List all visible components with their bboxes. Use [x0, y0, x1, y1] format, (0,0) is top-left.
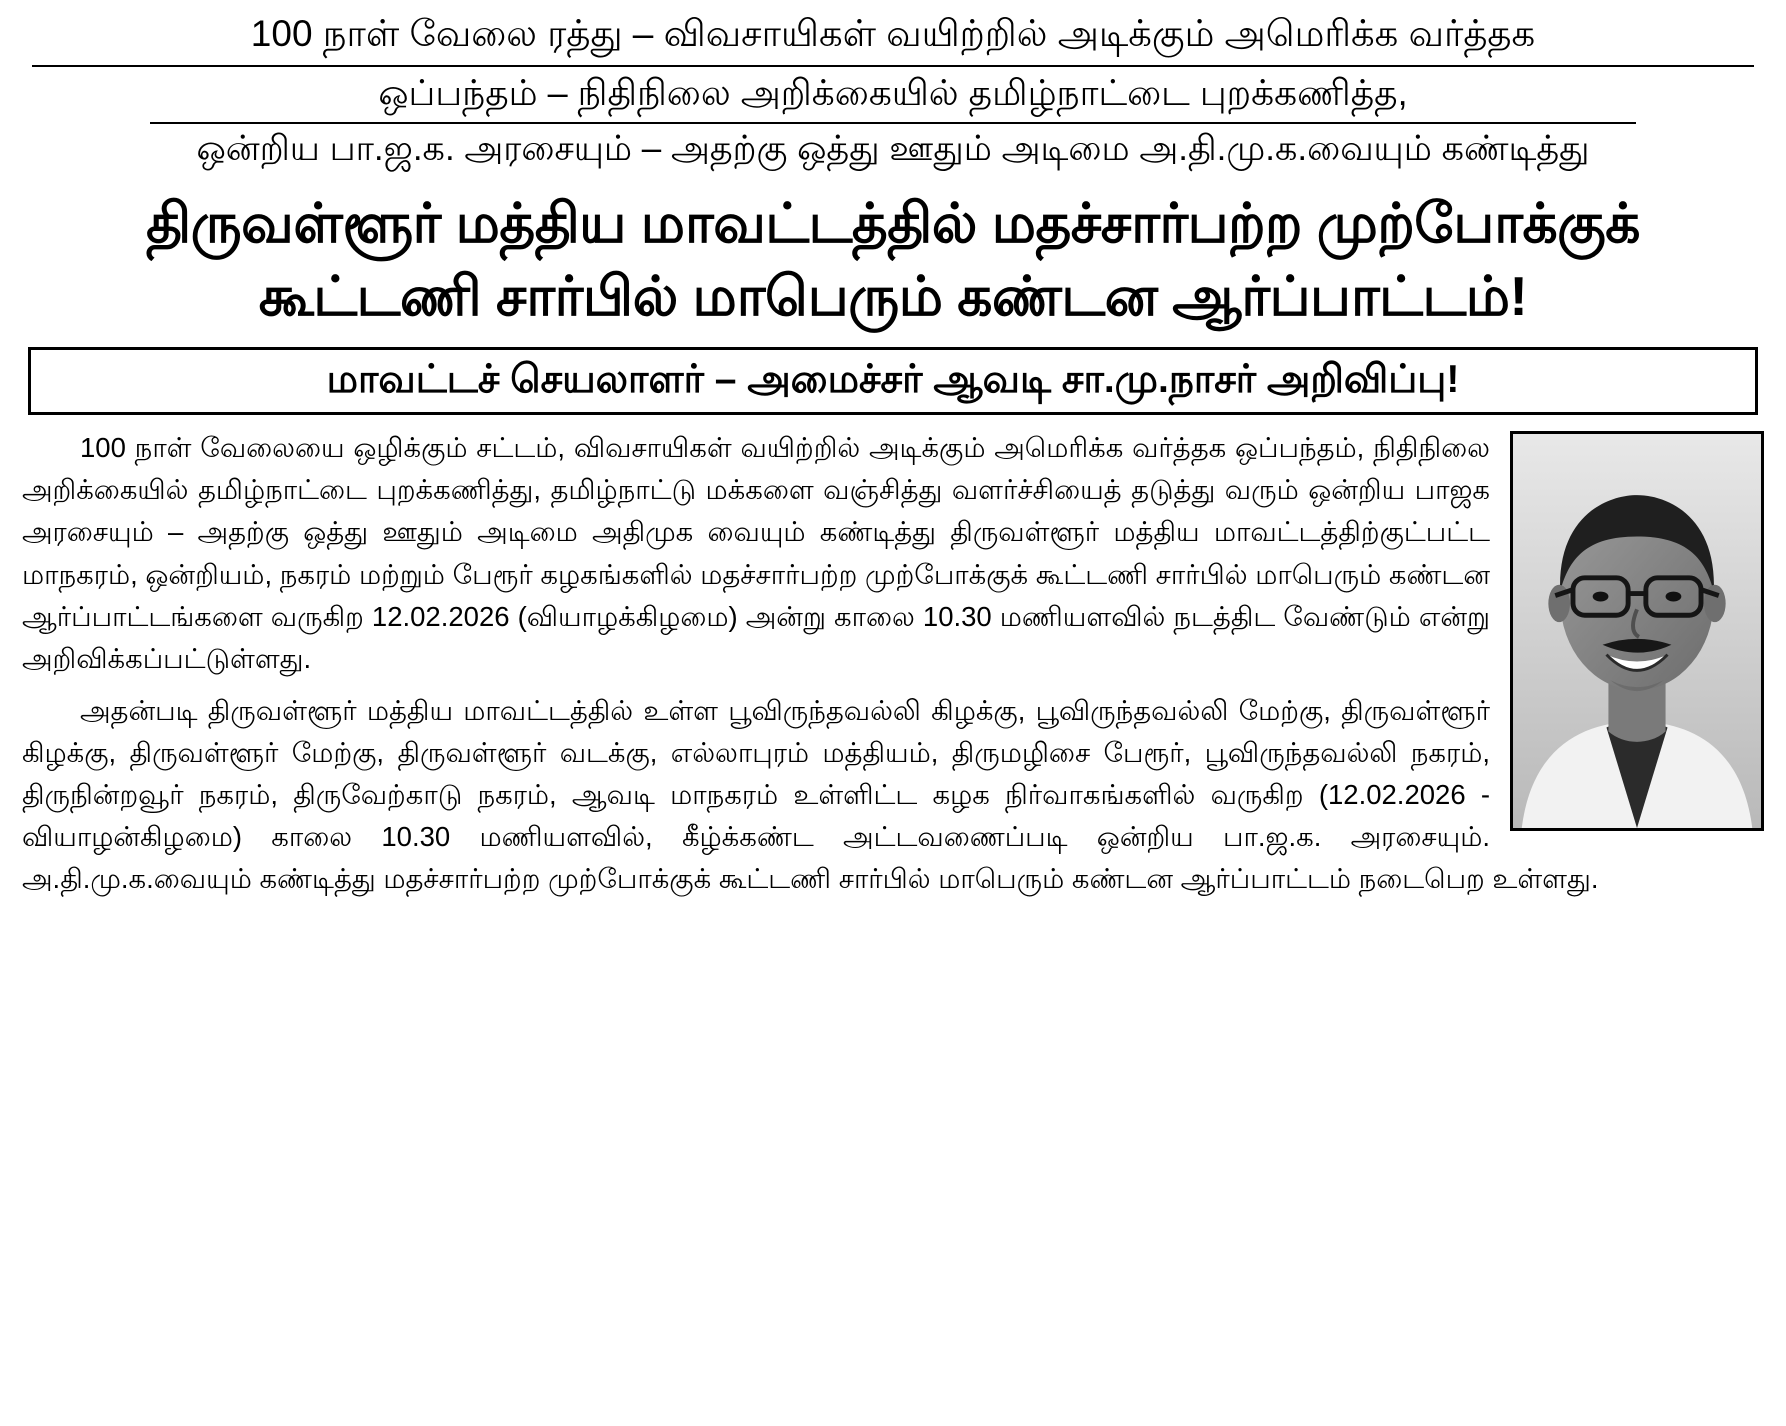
boxed-subheadline: மாவட்டச் செயலாளர் – அமைச்சர் ஆவடி சா.மு.நாசர் அறிவிப்பு! — [28, 347, 1758, 416]
main-headline — [22, 187, 1764, 332]
portrait-photo-icon — [1513, 434, 1761, 828]
main-headline-line-1: திருவள்ளூர் மத்திய மாவட்டத்தில் மதச்சார்பற்ற முற்போக்குக் — [146, 192, 1640, 255]
headline-line-2: ஒப்பந்தம் – நிதிநிலை அறிக்கையில் தமிழ்நாட்டை புறக்கணித்த, — [150, 67, 1636, 124]
body-paragraph-2: அதன்படி திருவள்ளூர் மத்திய மாவட்டத்தில் உள்ள பூவிருந்தவல்லி கிழக்கு, பூவிருந்தவல்லி மேற்கு, திருவள்ளூர் கிழக்கு, திருவள்ளூர் மேற்கு, திருவள்ளூர் வடக்கு, எல்லாபுரம் மத்தியம், திருமழிசை பேரூர், பூவிருந்தவல்லி நகரம், திருநின்றவூர் நகரம், திருவேற்காடு நகரம், ஆவடி மாநகரம் உள்ளிட்ட கழக நிர்வாகங்களில் வருகிற (12.02.2026 - வியாழன்கிழமை) காலை 10.30 மணியளவில், கீழ்க்கண்ட அட்டவணைப்படி ஒன்றிய பா.ஜ.க. அரசையும். அ.தி.மு.க.வையும் கண்டித்து மதச்சார்பற்ற முற்போக்குக் கூட்டணி சார்பில் மாபெரும் கண்டன ஆர்ப்பாட்டம் நடைபெற உள்ளது. — [22, 694, 1599, 894]
headline-line-1: 100 நாள் வேலை ரத்து – விவசாயிகள் வயிற்றில் அடிக்கும் அமெரிக்க வர்த்தக — [32, 8, 1754, 67]
top-headline-block — [22, 8, 1764, 177]
main-headline-line-2: கூட்டணி சார்பில் மாபெரும் கண்டன ஆர்ப்பாட்டம்! — [258, 264, 1528, 327]
body-paragraph-1: 100 நாள் வேலையை ஒழிக்கும் சட்டம், விவசாயிகள் வயிற்றில் அடிக்கும் அமெரிக்க வர்த்தக ஒப்பந்தம், நிதிநிலை அறிக்கையில் தமிழ்நாட்டை புறக்கணித்து, தமிழ்நாட்டு மக்களை வஞ்சித்து வளர்ச்சியைத் தடுத்து வரும் ஒன்றிய பாஜக அரசையும் – அதற்கு ஒத்து ஊதும் அடிமை அதிமுக வையும் கண்டித்து திருவள்ளூர் மத்திய மாவட்டத்திற்குட்பட்ட மாநகரம், ஒன்றியம், நகரம் மற்றும் பேரூர் கழகங்களில் மதச்சார்பற்ற முற்போக்குக் கூட்டணி சார்பில் மாபெரும் கண்டன ஆர்ப்பாட்டங்களை வருகிற 12.02.2026 (வியாழக்கிழமை) அன்று காலை 10.30 மணியளவில் நடத்திட வேண்டும் என்று அறிவிக்கப்பட்டுள்ளது. — [22, 432, 1490, 674]
article-body — [22, 427, 1764, 906]
avatar — [1510, 431, 1764, 831]
headline-line-3: ஒன்றிய பா.ஜ.க. அரசையும் – அதற்கு ஒத்து ஊதும் அடிமை அ.தி.மு.க.வையும் கண்டித்து — [196, 128, 1590, 168]
